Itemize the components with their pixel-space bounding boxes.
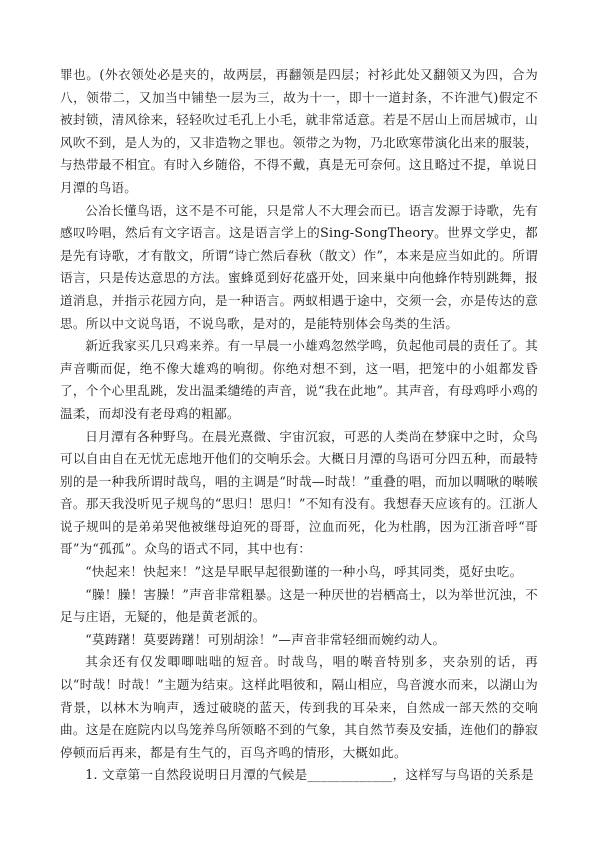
paragraph-5: “快起来！快起来！”这是早眠早起很勤谨的一种小鸟，呼其同类，觅好虫吃。 [85, 564, 523, 580]
article-body [60, 64, 538, 787]
question-number: 1. [85, 767, 98, 783]
question-1 [60, 764, 538, 787]
question-text: 文章第一自然段说明日月潭的气候是_____________，这样写与鸟语的关系是 [101, 767, 534, 783]
paragraph-3: 新近我家买几只鸡来养。有一早晨一小雄鸡忽然学鸣，负起他司晨的责任了。其声音嘶而促，绝不像大雄鸡的响彻。你绝对想不到，这一唱，把笼中的小姐都发昏了，个个心里乱跳，发出温柔缱绻的声音，说“我在此地”。其声音，有母鸡呼小鸡的温柔，而却没有老母鸡的粗鄙。 [60, 338, 538, 421]
paragraph-4: 日月潭有各种野鸟。在晨光熹微、宇宙沉寂，可恶的人类尚在梦寐中之时，众鸟可以自由自在无忧无虑地开他们的交响乐会。大概日月潭的鸟语可分四五种，而最特别的是一种我所谓时哉鸟，唱的主调是“时哉—时哉！”重叠的唱，而加以啁啾的啭喉音。那天我没听见子规鸟的“思归！思归！”不知有没有。我想春天应该有的。江浙人说子规叫的是弟弟哭他被继母迫死的哥哥，泣血而死，化为杜鹃，因为江浙音呼“哥哥”为“孤孤”。众鸟的语式不同，其中也有： [60, 428, 538, 557]
paragraph-8: 其余还有仅发唧唧咄咄的短音。时哉鸟，唱的啭音特别多，夹杂别的话，再以“时哉！时哉！”主题为结束。这样此唱彼和，隔山相应，鸟音渡水而来，以湖山为背景，以林木为响声，透过破晓的蓝天，传到我的耳朵来，自然成一部天然的交响曲。这是在庭院内以鸟笼养鸟所领略不到的气象，其自然节奏及安插，连他们的静寂停顿而后再来，都是有生气的，百鸟齐鸣的情形，大概如此。 [60, 654, 538, 760]
paragraph-6: “臊！臊！害臊！”声音非常粗暴。这是一种厌世的岩栖高士，以为举世沉浊，不足与庄语，无疑的，他是黄老派的。 [60, 586, 538, 625]
paragraph-7: “莫踌躇！莫要踌躇！可别胡涂！”—声音非常轻细而婉约动人。 [85, 631, 446, 647]
paragraph-2: 公冶长懂鸟语，这不是不可能，只是常人不大理会而已。语言发源于诗歌，先有感叹吟唱，然后有文字语言。这是语言学上的Sing-SongTheory。世界文学史，都是先有诗歌，才有散文，所谓“诗亡然后春秋（散文）作”，本来是应当如此的。所谓语言，只是传达意思的方法。蜜蜂觅到好花盛开处，回来巢中向他蜂作特别跳舞，报道消息，并指示花园方向，是一种语言。两蚁相遇于途中，交须一会，亦是传达的意思。所以中文说鸟语，不说鸟歌，是对的，是能特别体会鸟类的生活。 [60, 202, 538, 331]
paragraph-1: 罪也。(外衣领处必是夹的，故两层，再翻领是四层；衬衫此处又翻领又为四，合为八，领带二，又加当中铺垫一层为三，故为十一，即十一道封条，不许泄气)假定不被封锁，清风徐来，轻轻吹过毛孔上小毛，就非常适意。若是不居山上而居城市，山风吹不到，是人为的，又非造物之罪也。领带之为物，乃北欧寒带演化出来的服装，与热带最不相宜。有时入乡随俗，不得不戴，真是无可奈何。这且略过不提，单说日月潭的鸟语。 [60, 67, 538, 195]
